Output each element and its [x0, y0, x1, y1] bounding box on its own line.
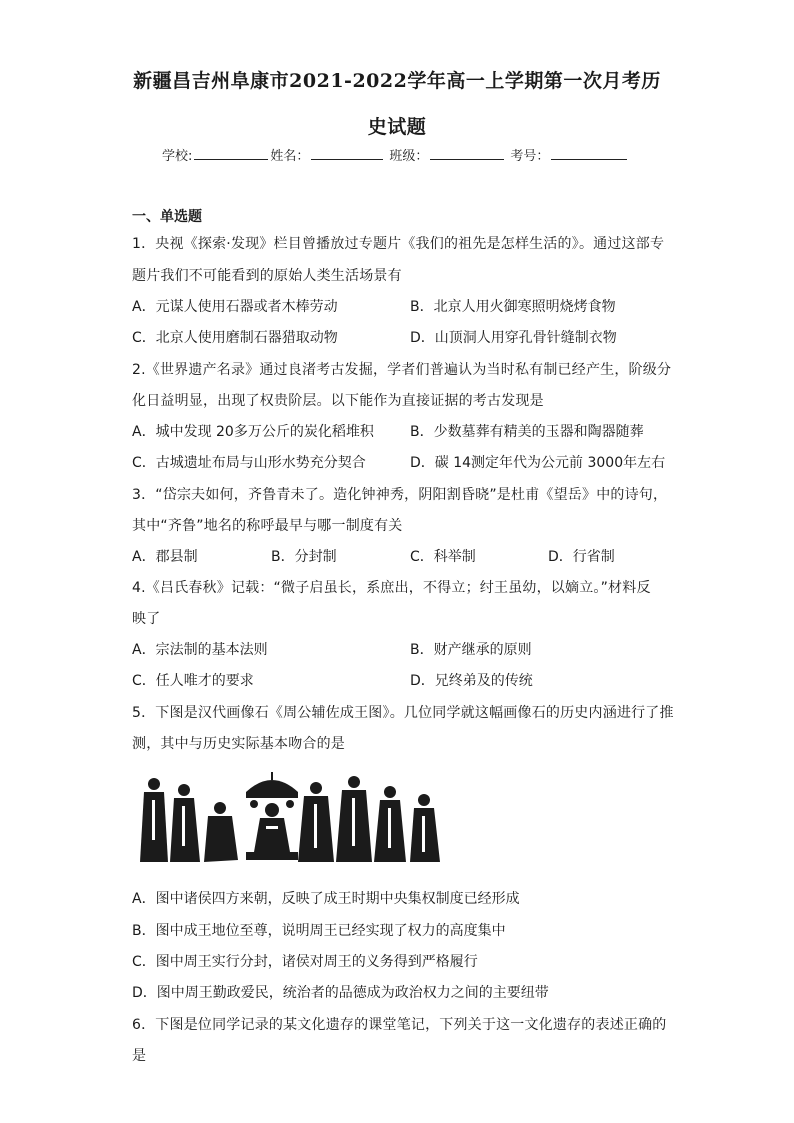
exam-title-line1: 新疆昌吉州阜康市2021-2022学年高一上学期第一次月考历: [133, 70, 661, 92]
question-4-option-d[interactable]: D．兄终弟及的传统: [410, 673, 533, 689]
question-5-option-c[interactable]: C．图中周王实行分封，诸侯对周王的义务得到严格履行: [132, 954, 478, 970]
question-1-line-1: 1．央视《探索·发现》栏目曾播放过专题片《我们的祖先是怎样生活的》。通过这部专: [132, 236, 665, 252]
question-2-line-2: 化日益明显，出现了权贵阶层。以下能作为直接证据的考古发现是: [132, 393, 544, 409]
question-3-option-a[interactable]: A．郡县制: [132, 549, 198, 565]
question-2-option-c[interactable]: C．古城遗址布局与山形水势充分契合: [132, 455, 366, 471]
question-5-option-a[interactable]: A．图中诸侯四方来朝，反映了成王时期中央集权制度已经形成: [132, 891, 520, 907]
question-1-option-d[interactable]: D．山顶洞人用穿孔骨针缝制衣物: [410, 330, 617, 346]
question-5-line-2: 测，其中与历史实际基本吻合的是: [132, 736, 345, 752]
question-1-option-c[interactable]: C．北京人使用磨制石器猎取动物: [132, 330, 338, 346]
question-1-option-a[interactable]: A．元谋人使用石器或者木棒劳动: [132, 299, 338, 315]
question-3-line-1: 3．“岱宗夫如何，齐鲁青未了。造化钟神秀，阴阳割昏晓”是杜甫《望岳》中的诗句，: [132, 487, 668, 503]
question-4-line-2: 映了: [132, 611, 161, 627]
question-3-option-c[interactable]: C．科举制: [410, 549, 476, 565]
student-info-row: [162, 145, 627, 164]
question-2-option-a[interactable]: A．城中发现 20多万公斤的炭化稻堆积: [132, 424, 374, 440]
section-title: 一、单选题: [132, 209, 202, 225]
question-6-line-2: 是: [132, 1048, 147, 1064]
question-4-option-a[interactable]: A．宗法制的基本法则: [132, 642, 268, 658]
question-4-option-c[interactable]: C．任人唯才的要求: [132, 673, 254, 689]
question-2-option-b[interactable]: B．少数墓葬有精美的玉器和陶器随葬: [410, 424, 644, 440]
question-2-option-d[interactable]: D．碳 14测定年代为公元前 3000年左右: [410, 455, 666, 471]
question-5-option-d[interactable]: D．图中周王勤政爱民，统治者的品德成为政治权力之间的主要纽带: [132, 985, 549, 1001]
school-field[interactable]: [194, 145, 268, 160]
question-5-line-1: 5．下图是汉代画像石《周公辅佐成王图》。几位同学就这幅画像石的历史内涵进行了推: [132, 705, 674, 721]
number-label: 考号：: [510, 149, 550, 164]
question-4-option-b[interactable]: B．财产继承的原则: [410, 642, 532, 658]
question-3-option-b[interactable]: B．分封制: [271, 549, 337, 565]
number-field[interactable]: [551, 145, 627, 160]
question-1-option-b[interactable]: B．北京人用火御寒照明烧烤食物: [410, 299, 616, 315]
school-label: 学校:: [162, 149, 193, 164]
class-label: 班级：: [389, 149, 429, 164]
name-field[interactable]: [311, 145, 383, 160]
question-4-line-1: 4.《吕氏春秋》记载：“微子启虽长，系庶出，不得立；纣王虽幼，以嫡立。”材料反: [132, 580, 651, 596]
exam-title-line2: 史试题: [367, 116, 427, 138]
question-3-option-d[interactable]: D．行省制: [548, 549, 615, 565]
name-label: 姓名：: [270, 149, 310, 164]
stone-relief-image: [134, 770, 444, 870]
question-5-option-b[interactable]: B．图中成王地位至尊，说明周王已经实现了权力的高度集中: [132, 923, 506, 939]
question-1-line-2: 题片我们不可能看到的原始人类生活场景有: [132, 268, 402, 284]
question-3-line-2: 其中“齐鲁”地名的称呼最早与哪一制度有关: [132, 518, 403, 534]
question-2-line-1: 2.《世界遗产名录》通过良渚考古发掘，学者们普遍认为当时私有制已经产生，阶级分: [132, 362, 672, 378]
class-field[interactable]: [430, 145, 504, 160]
question-6-line-1: 6．下图是位同学记录的某文化遗存的课堂笔记，下列关于这一文化遗存的表述正确的: [132, 1017, 667, 1033]
